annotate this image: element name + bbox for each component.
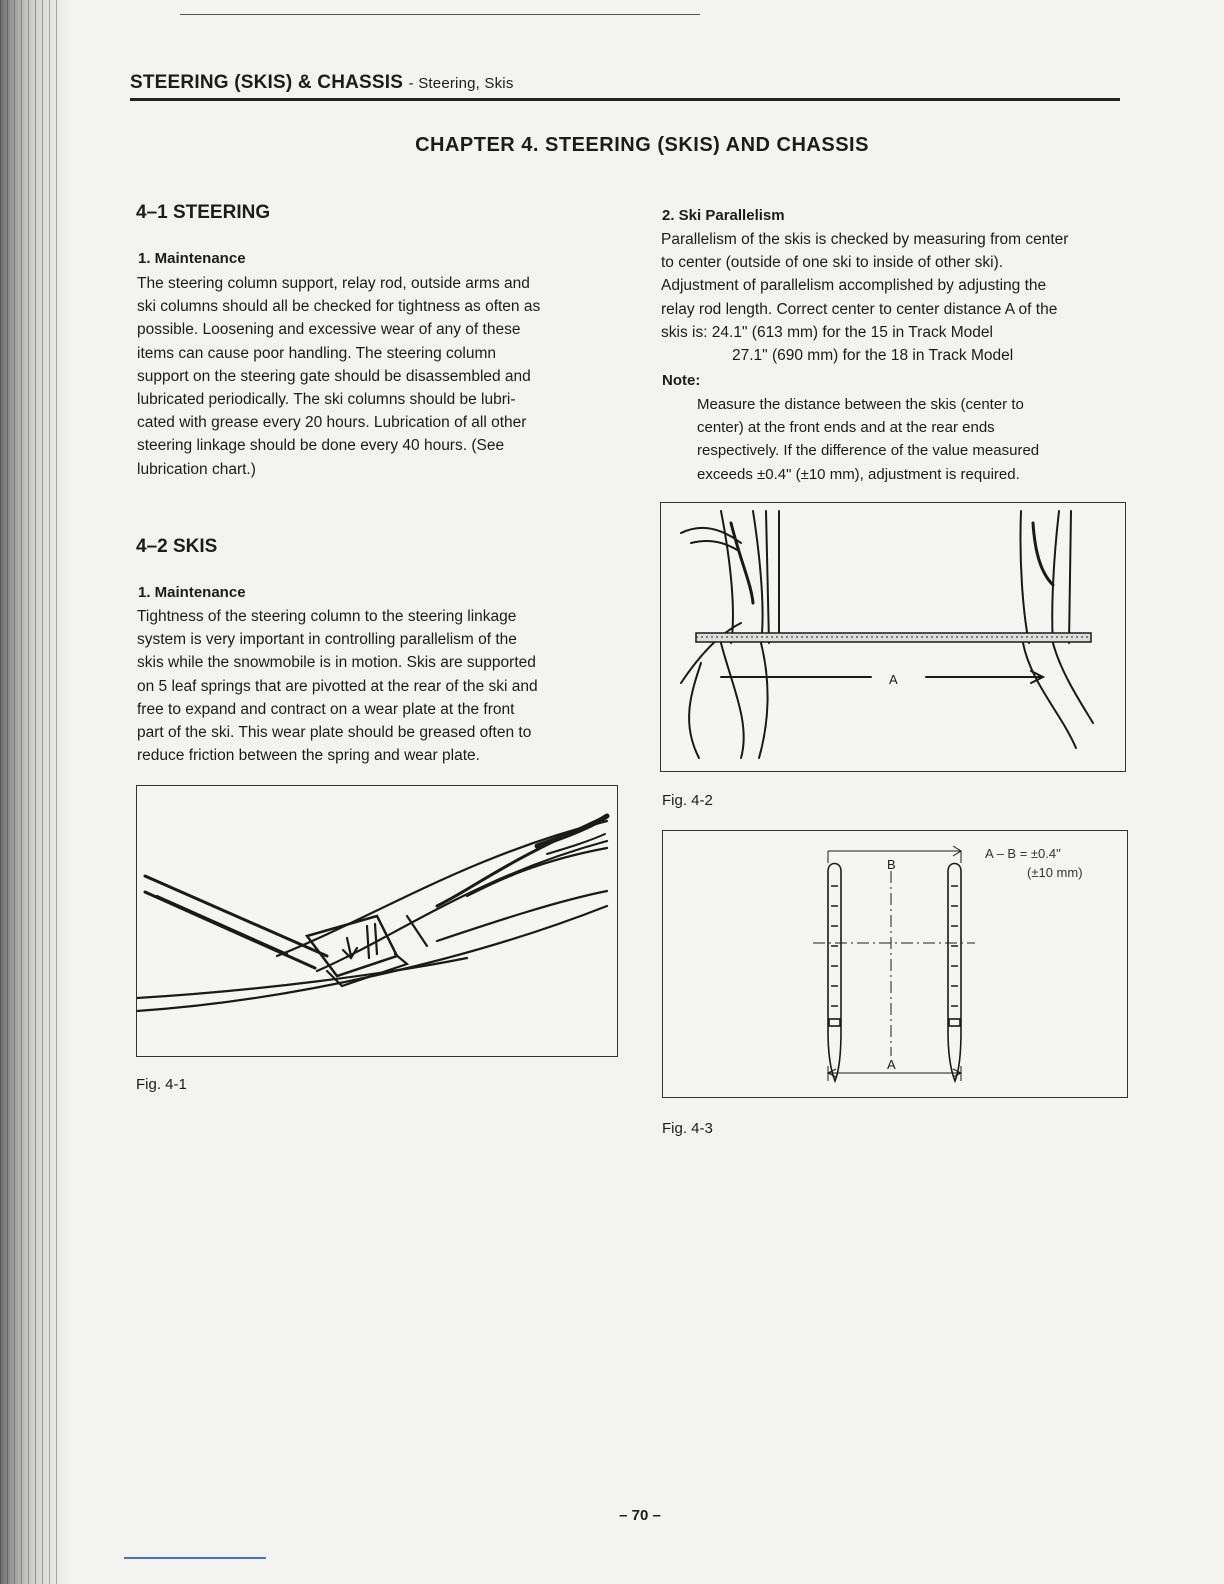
- text-line: skis while the snowmobile is in motion. Skis are supported: [137, 654, 536, 672]
- dimension-label-a: A: [887, 1057, 896, 1072]
- text-line: free to expand and contract on a wear plate at the front: [137, 700, 515, 718]
- page-top-edge: [180, 14, 700, 15]
- text-line: reduce friction between the spring and wear plate.: [137, 747, 480, 765]
- page-number: – 70 –: [619, 1507, 661, 1524]
- figure-4-3-ski-diagram: [662, 830, 1128, 1098]
- ski-parallelism-heading: 2. Ski Parallelism: [662, 207, 785, 224]
- text-line: steering linkage should be done every 40 hours. (See: [137, 437, 505, 455]
- spec-line-15in: skis is: 24.1" (613 mm) for the 15 in Track Model: [661, 323, 993, 341]
- figure-4-2-illustration: [661, 503, 1125, 771]
- text-line: Parallelism of the skis is checked by measuring from center: [661, 231, 1069, 248]
- text-line: cated with grease every 20 hours. Lubrication of all other: [137, 414, 527, 432]
- text-line: center) at the front ends and at the rear ends: [697, 419, 995, 437]
- right-ski: [948, 864, 961, 1082]
- section-title-skis: 4–2 SKIS: [136, 536, 218, 557]
- spec-line-18in: 27.1" (690 mm) for the 18 in Track Model: [732, 347, 1014, 365]
- figure-4-3-illustration: [663, 831, 1127, 1097]
- skis-maintenance-heading: 1. Maintenance: [138, 584, 246, 601]
- text-line: possible. Loosening and excessive wear of any of these: [137, 321, 521, 339]
- figure-4-1-caption: Fig. 4-1: [136, 1076, 187, 1093]
- text-line: to center (outside of one ski to inside of other ski).: [661, 254, 1004, 272]
- skis-maintenance-text: [137, 605, 615, 767]
- note-label: Note:: [662, 372, 701, 389]
- figure-4-2-measuring-skis: [660, 502, 1126, 772]
- note-text: [697, 393, 1125, 486]
- text-line: part of the ski. This wear plate should be greased often to: [137, 724, 532, 742]
- text-line: lubrication chart.): [137, 460, 256, 478]
- text-line: Tightness of the steering column to the steering linkage: [137, 608, 517, 625]
- text-line: lubricated periodically. The ski columns should be lubri-: [137, 391, 516, 409]
- section-title-steering: 4–1 STEERING: [136, 202, 271, 223]
- header-rule: [130, 98, 1120, 101]
- text-line: system is very important in controlling parallelism of the: [137, 631, 517, 649]
- text-line: exceeds ±0.4" (±10 mm), adjustment is required.: [697, 465, 1020, 483]
- text-line: Adjustment of parallelism accomplished by adjusting the: [661, 277, 1047, 295]
- text-line: Measure the distance between the skis (center to: [697, 396, 1024, 413]
- text-line: ski columns should all be checked for tightness as often as: [137, 298, 541, 316]
- running-header: [130, 72, 514, 94]
- footer-link-line: [124, 1557, 266, 1559]
- text-line: on 5 leaf springs that are pivotted at the rear of the ski and: [137, 677, 538, 695]
- figure-4-2-caption: Fig. 4-2: [662, 792, 713, 809]
- text-line: respectively. If the difference of the value measured: [697, 442, 1040, 460]
- tolerance-formula: A – B = ±0.4": [985, 846, 1061, 861]
- figure-4-1-ski-wear-plate: [136, 785, 618, 1057]
- steering-maintenance-heading: 1. Maintenance: [138, 250, 246, 267]
- steering-maintenance-text: [137, 272, 615, 481]
- figure-4-3-caption: Fig. 4-3: [662, 1120, 713, 1137]
- header-subtitle: - Steering, Skis: [408, 75, 514, 92]
- dimension-label-b: B: [887, 857, 896, 872]
- header-title: STEERING (SKIS) & CHASSIS: [130, 72, 404, 93]
- tolerance-metric: (±10 mm): [1027, 865, 1083, 880]
- dimension-label-a: A: [889, 672, 898, 687]
- figure-4-1-illustration: [137, 786, 617, 1056]
- text-line: items can cause poor handling. The steering column: [137, 344, 497, 362]
- left-ski: [828, 864, 841, 1082]
- text-line: relay rod length. Correct center to center distance A of the: [661, 300, 1058, 318]
- text-line: support on the steering gate should be disassembled and: [137, 367, 531, 385]
- book-binding-shadow: [0, 0, 70, 1584]
- chapter-title: CHAPTER 4. STEERING (SKIS) AND CHASSIS: [415, 134, 869, 156]
- ski-parallelism-text: [661, 228, 1126, 367]
- text-line: The steering column support, relay rod, outside arms and: [137, 275, 530, 292]
